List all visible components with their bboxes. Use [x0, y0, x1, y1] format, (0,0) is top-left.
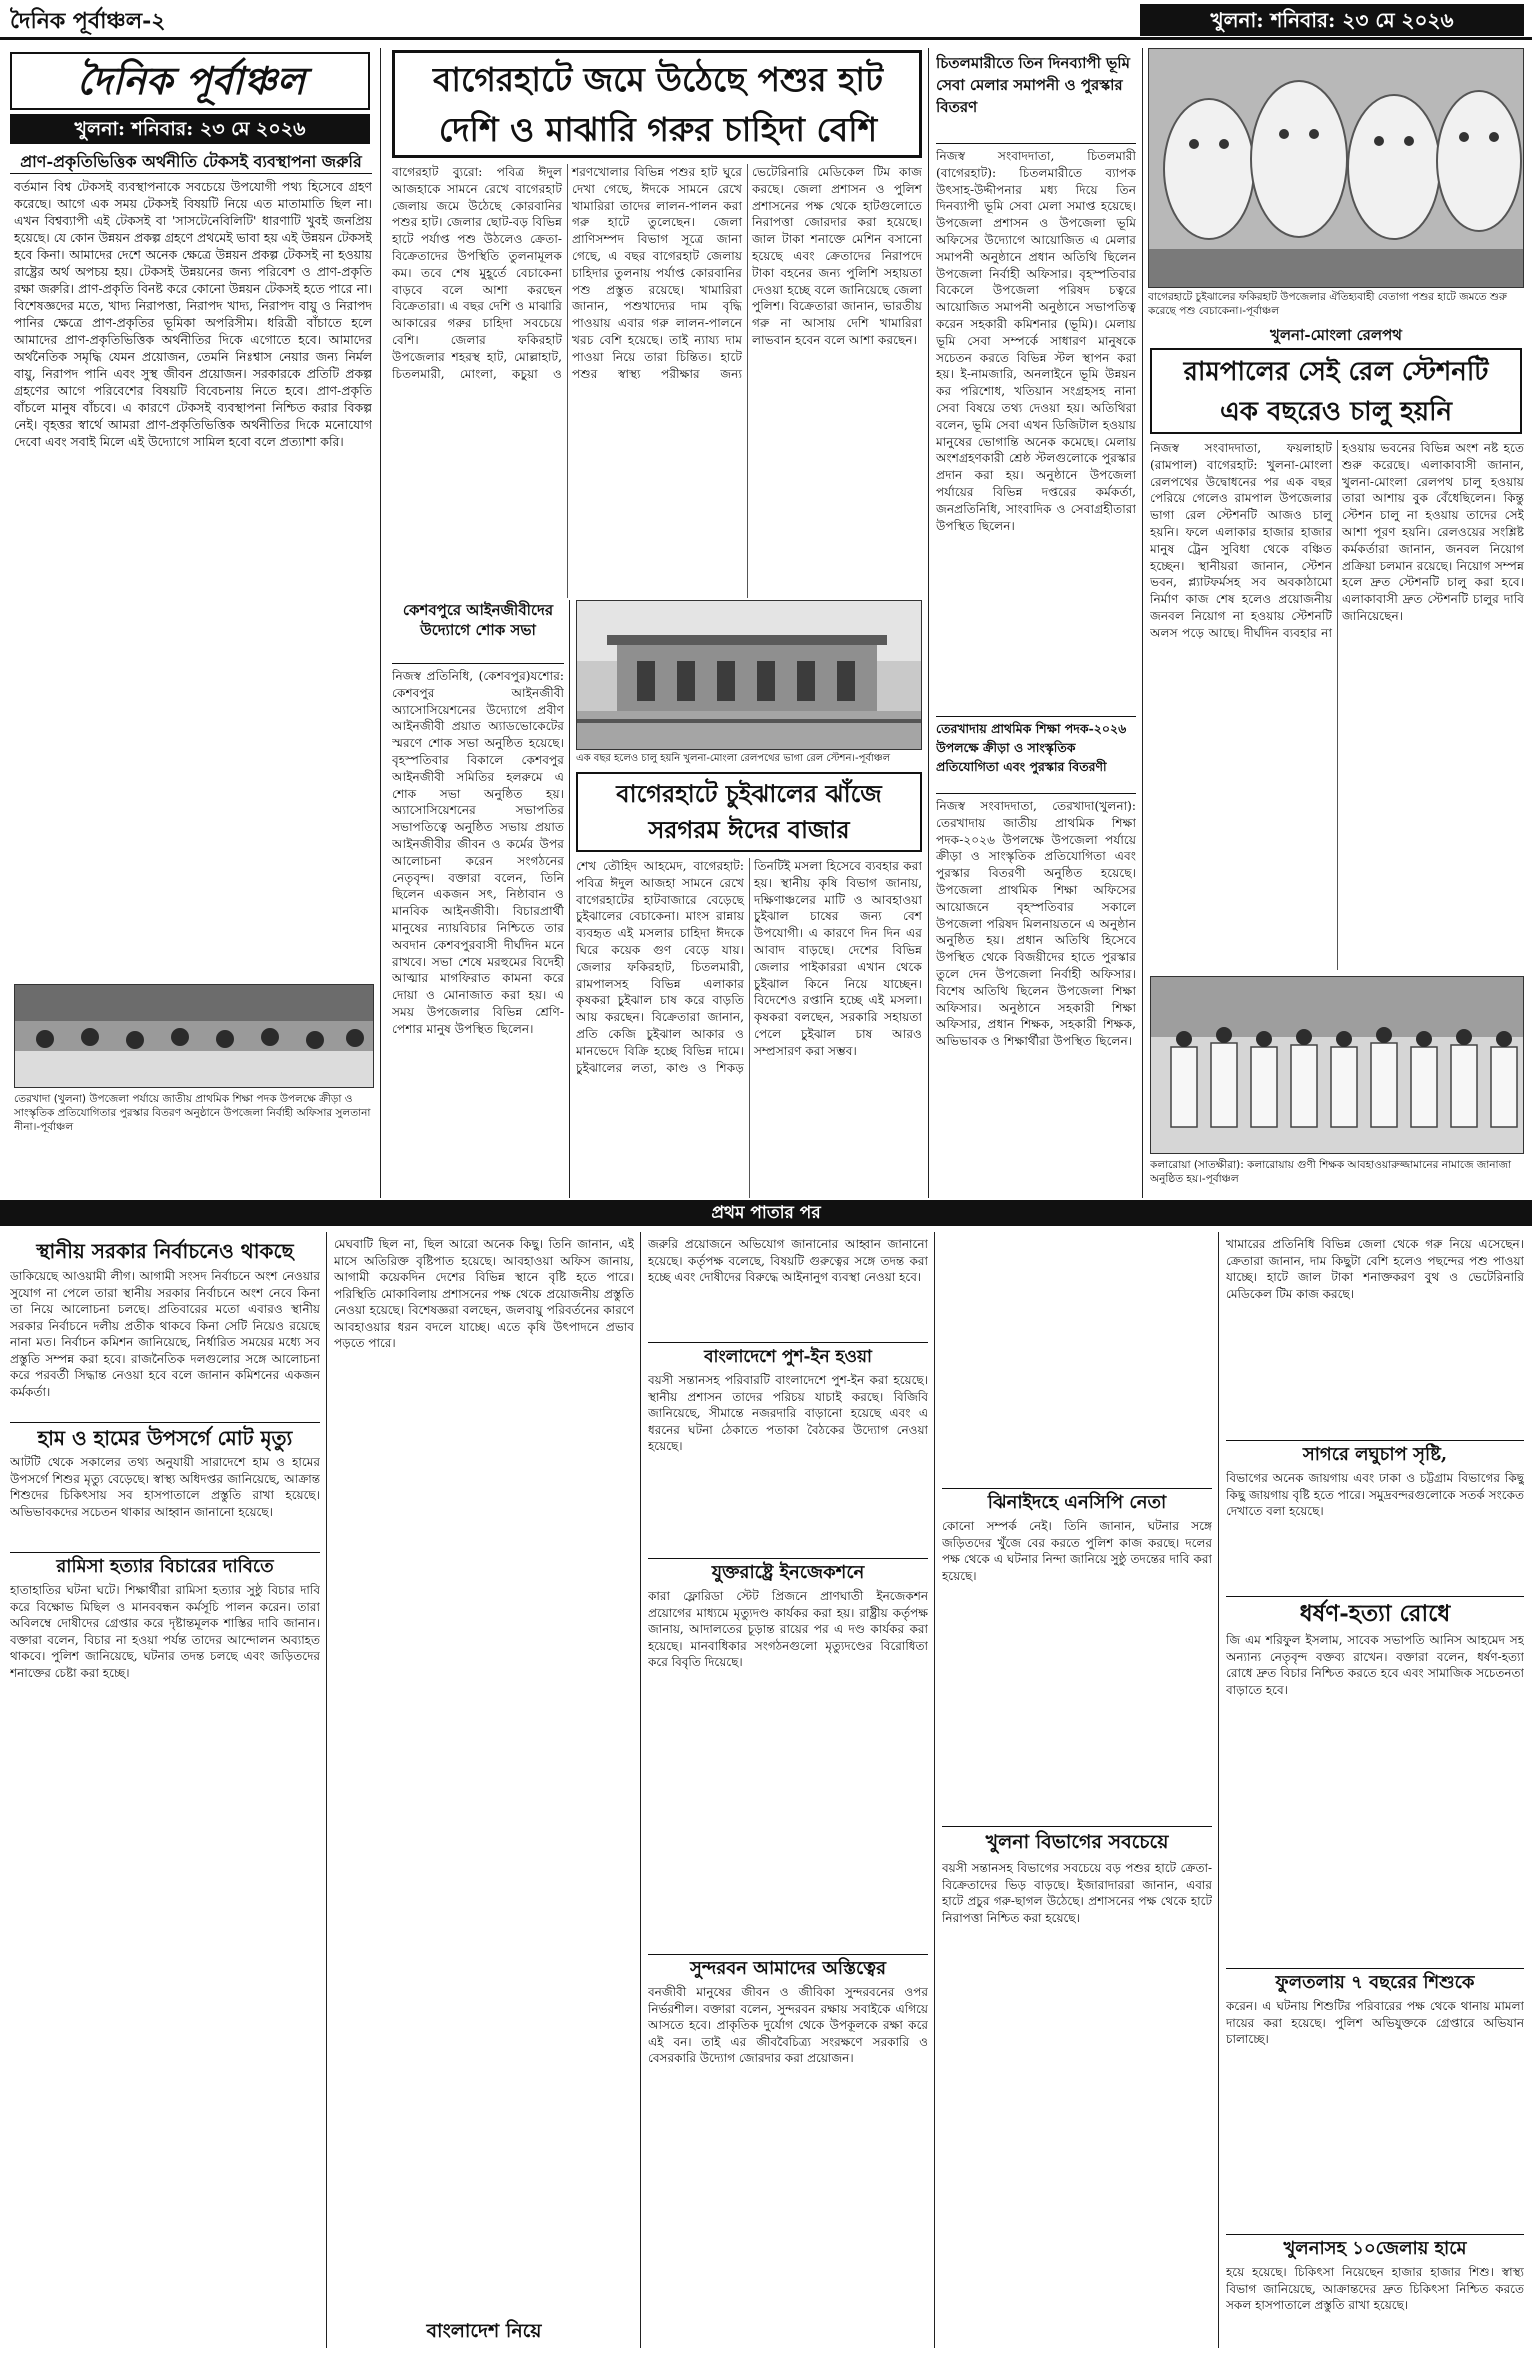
- weather-body: মেঘবাটি ছিল না, ছিল আরো অনেক কিছু। তিনি জানান, এই মাসে অতিরিক্ত বৃষ্টিপাত হয়েছে। আবহাওয়া অফিস জানায়, আগামী কয়েকদিন দেশের বিভিন্ন স্থানে বৃষ্টি হতে পারে। পরিস্থিতি মোকাবিলায় প্রশাসনের পক্ষ থেকে প্রয়োজনীয় প্রস্তুতি নেওয়া হয়েছে। বিশেষজ্ঞরা বলছেন, জলবায়ু পরিবর্তনের কারণে আবহাওয়ার ধরন বদলে যাচ্ছে। এতে কৃষি উৎপাদনে প্রভাব পড়তে পারে।: [334, 1237, 634, 1350]
- local-election-headline: স্থানীয় সরকার নির্বাচনেও থাকছে: [36, 1239, 294, 1263]
- sundarban-headline: সুন্দরবন আমাদের অস্তিত্বের: [648, 1954, 928, 1982]
- column-rule: [934, 1232, 935, 2348]
- editorial-title: প্রাণ-প্রকৃতিভিত্তিক অর্থনীতি টেকসই ব্যবস্থাপনা জরুরি: [10, 150, 372, 174]
- depression-headline: সাগরে লঘুচাপ সৃষ্টি,: [1226, 1440, 1524, 1468]
- measles-death-body: আটটি থেকে সকালের তথ্য অনুযায়ী সারাদেশে হাম ও হামের উপসর্গে শিশুর মৃত্যু বেড়েছে। স্বাস্থ্য অধিদপ্তর জানিয়েছে, আক্রান্ত শিশুদের চিকিৎসায় সব হাসপাতালে প্রস্তুতি রাখা হয়েছে। অভিভাবকদের সচেতন থাকার আহ্বান জানানো হয়েছে।: [10, 1455, 320, 1519]
- push-in-body: বয়সী সন্তানসহ পরিবারটি বাংলাদেশে পুশ-ইন করা হয়েছে। স্থানীয় প্রশাসন তাদের পরিচয় যাচাই করছে। বিজিবি জানিয়েছে, সীমান্তে নজরদারি বাড়ানো হয়েছে এবং এ ধরনের ঘটনা ঠেকাতে পতাকা বৈঠকের উদ্যোগ নেওয়া হয়েছে।: [648, 1373, 928, 1453]
- top-date: খুলনা: শনিবার: ২৩ মে ২০২৬: [1140, 4, 1524, 36]
- ramisa-headline: রামিসা হত্যার বিচারের দাবিতে: [10, 1552, 320, 1580]
- cattle-photo-caption: বাগেরহাটে চুইঝালের ফকিরহাট উপজেলার ঐতিহ্যবাহী বেতাগা পশুর হাটে জমতে শুরু করেছে পশু বেচাকেনা।-পূর্বাঞ্চল: [1148, 291, 1507, 317]
- rail-headline-box: [1150, 348, 1522, 434]
- column-rule: [1218, 1232, 1219, 2348]
- column-rule: [928, 48, 929, 1198]
- ncp-body: কোনো সম্পর্ক নেই। তিনি জানান, ঘটনার সঙ্গে জড়িতদের খুঁজে বের করতে পুলিশ কাজ করছে। দলের পক্ষ থেকে এ ঘটনার নিন্দা জানিয়ে সুষ্ঠু তদন্তের দাবি করা হয়েছে।: [942, 1519, 1212, 1583]
- station-photo: [576, 600, 922, 750]
- meeting-photo-illustration: [15, 985, 374, 1088]
- continued-banner: [0, 1200, 1532, 1226]
- column-rule: [569, 600, 570, 1198]
- column-rule: [640, 1232, 641, 2348]
- bhumi-body: নিজস্ব সংবাদদাতা, চিতলমারী (বাগেরহাট): চিতলমারীতে ব্যাপক উৎসাহ-উদ্দীপনার মধ্য দিয়ে তিন দিনব্যাপী ভূমি সেবা মেলা সমাপ্ত হয়েছে। উপজেলা প্রশাসন ও উপজেলা ভূমি অফিসের উদ্যোগে আয়োজিত এ মেলার সমাপনী অনুষ্ঠানে প্রধান অতিথি ছিলেন উপজেলা নির্বাহী অফিসার। বৃহস্পতিবার বিকেলে উপজেলা পরিষদ চত্বরে আয়োজিত সমাপনী অনুষ্ঠানে সভাপতিত্ব করেন সহকারী কমিশনার (ভূমি)। মেলায় ভূমি সেবা সম্পর্কে সাধারণ মানুষকে সচেতন করতে বিভিন্ন স্টল স্থাপন করা হয়। ই-নামজারি, অনলাইনে ভূমি উন্নয়ন কর পরিশোধ, খতিয়ান সংগ্রহসহ নানা সেবা বিষয়ে তথ্য দেওয়া হয়। অতিথিরা বলেন, ভূমি সেবা এখন ডিজিটাল হওয়ায় মানুষের ভোগান্তি অনেক কমেছে। মেলায় অংশগ্রহণকারী শ্রেষ্ঠ স্টলগুলোকে পুরস্কার প্রদান করা হয়। অনুষ্ঠানে উপজেলা পর্যায়ের বিভিন্ন দপ্তরের কর্মকর্তা, জনপ্রতিনিধি, সাংবাদিক ও সেবাগ্রহীতারা উপস্থিত ছিলেন।: [936, 149, 1136, 533]
- khulna-division-body: বয়সী সন্তানসহ বিভাগের সবচেয়ে বড় পশুর হাটে ক্রেতা-বিক্রেতাদের ভিড় বাড়ছে। ইজারাদাররা জানান, এবার হাটে প্রচুর গরু-ছাগল উঠেছে। প্রশাসনের পক্ষ থেকে হাটে নিরাপত্তা নিশ্চিত করা হয়েছে।: [942, 1861, 1212, 1925]
- measles-ten-districts-headline: খুলনাসহ ১০জেলায় হামে: [1226, 2234, 1524, 2262]
- eid-headline-box: [576, 772, 922, 852]
- editorial-photo: [14, 984, 374, 1088]
- column-rule: [326, 1232, 327, 2348]
- khulna-division-headline: খুলনা বিভাগের সবচেয়ে: [942, 1826, 1212, 1856]
- rail-headline-2: এক বছরেও চালু হয়নি: [1219, 397, 1453, 427]
- sundarban-body: বনজীবী মানুষের জীবন ও জীবিকা সুন্দরবনের ওপর নির্ভরশীল। বক্তারা বলেন, সুন্দরবন রক্ষায় সবাইকে এগিয়ে আসতে হবে। প্রাকৃতিক দুর্যোগ থেকে উপকূলকে রক্ষা করে এই বন। তাই এর জীববৈচিত্র্য সংরক্ষণে সরকারি ও বেসরকারি উদ্যোগ জোরদার করা প্রয়োজন।: [648, 1985, 928, 2065]
- usa-injection-body: কারা ফ্লোরিডা স্টেট প্রিজনে প্রাণঘাতী ইনজেকশন প্রয়োগের মাধ্যমে মৃত্যুদণ্ড কার্যকর করা হয়। রাষ্ট্রীয় কর্তৃপক্ষ জানায়, আদালতের চূড়ান্ত রায়ের পর এ দণ্ড কার্যকর করা হয়েছে। মানবাধিকার সংগঠনগুলো মৃত্যুদণ্ডের বিরোধিতা করে বিবৃতি দিয়েছে।: [648, 1589, 928, 1669]
- measles-death-headline: হাম ও হামের উপসর্গে মোট মৃত্যু: [10, 1422, 320, 1452]
- masthead-title: দৈনিক পূর্বাঞ্চল: [76, 58, 306, 103]
- depression-body: বিভাগের অনেক জায়গায় এবং ঢাকা ও চট্টগ্রাম বিভাগের কিছু কিছু জায়গায় বৃষ্টি হতে পারে। সমুদ্রবন্দরগুলোকে সতর্ক সংকেত দেখাতে বলা হয়েছে।: [1226, 1471, 1524, 1518]
- lead-headline-box: [392, 50, 922, 158]
- lead-body: বাগেরহাট ব্যুরো: পবিত্র ঈদুল আজহাকে সামনে রেখে বাগেরহাট জেলায় জমে উঠেছে কোরবানির পশুর হাট। জেলার ছোট-বড় বিভিন্ন হাটে পর্যাপ্ত পশু উঠলেও ক্রেতা-বিক্রেতাদের উপস্থিতি তুলনামূলক কম। তবে শেষ মুহূর্তে বেচাকেনা বাড়বে বলে আশা করছেন বিক্রেতারা। এ বছর দেশি ও মাঝারি আকারের গরুর চাহিদা সবচেয়ে বেশি। জেলার ফকিরহাট উপজেলার শহরস্থ হাট, মোল্লাহাট, চিতলমারী, মোংলা, কচুয়া ও শরণখোলার বিভিন্ন পশুর হাট ঘুরে দেখা গেছে, ঈদকে সামনে রেখে খামারিরা তাদের লালন-পালন করা গরু হাটে তুলেছেন। জেলা প্রাণিসম্পদ বিভাগ সূত্রে জানা গেছে, এ বছর বাগেরহাট জেলায় চাহিদার তুলনায় পর্যাপ্ত কোরবানির পশু প্রস্তুত রয়েছে। খামারিরা জানান, পশুখাদ্যের দাম বৃদ্ধি পাওয়ায় এবার গরু লালন-পালনে খরচ বেশি হয়েছে। তাই ন্যায্য দাম পাওয়া নিয়ে তারা চিন্তিত। হাটে পশুর স্বাস্থ্য পরীক্ষার জন্য ভেটেরিনারি মেডিকেল টিম কাজ করছে। জেলা প্রশাসন ও পুলিশ প্রশাসনের পক্ষ থেকে হাটগুলোতে নিরাপত্তা জোরদার করা হয়েছে। জাল টাকা শনাক্তে মেশিন বসানো হয়েছে এবং ক্রেতাদের নিরাপদে টাকা বহনের জন্য পুলিশি সহায়তা দেওয়া হচ্ছে বলে জানিয়েছে জেলা পুলিশ। বিক্রেতারা জানান, ভারতীয় গরু না আসায় দেশি খামারিরা লাভবান হবেন বলে আশা করছেন।: [392, 165, 922, 381]
- terkhada-headline: তেরখাদায় প্রাথমিক শিক্ষা পদক-২০২৬ উপলক্ষে ক্রীড়া ও সাংস্কৃতিক প্রতিযোগিতা এবং পুরস্কার বিতরণী: [936, 716, 1136, 794]
- editorial-date: খুলনা: শনিবার: ২৩ মে ২০২৬: [10, 114, 370, 144]
- fultala-headline: ফুলতলায় ৭ বছরের শিশুকে: [1226, 1968, 1524, 1996]
- editorial-body: বর্তমান বিশ্ব টেকসই ব্যবস্থাপনাকে সবচেয়ে উপযোগী পথ্য হিসেবে গ্রহণ করেছে। আগে এক সময় টেকসই বিষয়টি নিয়ে এত মাতামাতি ছিল না। এখন বিশ্বব্যাপী এই টেকসই বা 'সাসটেনেবিলিটি' ধারণাটি খুবই জনপ্রিয় হয়েছে। যে কোন উন্নয়ন প্রকল্প গ্রহণে প্রথমেই ভাবা হয় এই উন্নয়ন টেকসই হবে কিনা। আমাদের দেশে অনেক ক্ষেত্রে উন্নয়ন প্রকল্প টেকসই না হওয়ায় রাষ্ট্রের অর্থ অপচয় হয়। টেকসই উন্নয়নের জন্য পরিবেশ ও প্রাণ-প্রকৃতি রক্ষা জরুরি। প্রাণ-প্রকৃতি বিনষ্ট করে কোনো উন্নয়ন টেকসই হতে পারে না। বিশেষজ্ঞদের মতে, খাদ্য নিরাপত্তা, নিরাপদ খাদ্য, নিরাপদ বায়ু ও নিরাপদ পানির ক্ষেত্রে প্রাণ-প্রকৃতির ভূমিকা অপরিসীম। ধরিত্রী বাঁচাতে হলে আমাদের প্রাণ-প্রকৃতিভিত্তিক অর্থনীতির দিকে এগোতে হবে। আমাদের অর্থনৈতিক সমৃদ্ধি যেমন প্রয়োজন, তেমনি নিঃশ্বাস নেয়ার জন্য নির্মল বায়ু, নিরাপদ পানি এবং সুস্থ জীবন প্রয়োজন। সরকারকে প্রতিটি প্রকল্প গ্রহণের আগে পরিবেশের বিষয়টি বিবেচনায় নিতে হবে। প্রাণ-প্রকৃতি বাঁচলে মানুষ বাঁচবে। এ কারণে টেকসই ব্যবস্থাপনা নিশ্চিত করার বিকল্প নেই। বৃহত্তর স্বার্থে আমরা প্রাণ-প্রকৃতিভিত্তিক অর্থনীতির দিকে মনোযোগ দেবো এবং সবাই মিলে এই উদ্যোগে সামিল হবো বলে প্রত্যাশা করি।: [14, 179, 372, 449]
- funeral-illustration: [1151, 977, 1524, 1154]
- eid-headline-2: সরগরম ঈদের বাজার: [648, 815, 850, 844]
- mourning-headline: কেশবপুরে আইনজীবীদের উদ্যোগে শোক সভা: [392, 600, 564, 664]
- column-rule: [380, 48, 381, 1198]
- lead-headline-2: দেশি ও মাঝারি গরুর চাহিদা বেশি: [438, 110, 878, 149]
- column-rule: [1142, 48, 1143, 1198]
- cattle-photo: [1148, 48, 1524, 288]
- local-election-body: ডাকিয়েছে আওয়ামী লীগ। আগামী সংসদ নির্বাচনে অংশ নেওয়ার সুযোগ না পেলে তারা স্থানীয় সরকার নির্বাচনে অংশ নেবে কিনা তা নিয়ে আলোচনা চলছে। প্রতিবারের মতো এবারও স্থানীয় সরকার নির্বাচনে দলীয় প্রতীক থাকবে কিনা সেটি নিয়েও রয়েছে নানা মত। নির্বাচন কমিশন জানিয়েছে, নির্ধারিত সময়ের মধ্যে সব প্রস্তুতি সম্পন্ন করা হবে। রাজনৈতিক দলগুলোর সঙ্গে আলোচনা করে পরবর্তী সিদ্ধান্ত নেওয়া হবে বলে জানান কমিশনের একজন কর্মকর্তা।: [10, 1269, 320, 1399]
- eid-headline-1: বাগেরহাটে চুইঝালের ঝাঁজে: [616, 779, 882, 808]
- rail-body: নিজস্ব সংবাদদাতা, ফয়লাহাট (রামপাল) বাগেরহাট: খুলনা-মোংলা রেলপথের উদ্বোধনের পর এক বছর পেরিয়ে গেলেও রামপাল উপজেলার ভাগা রেল স্টেশনটি আজও চালু হয়নি। ফলে এলাকার হাজার হাজার মানুষ ট্রেন সুবিধা থেকে বঞ্চিত হচ্ছেন। স্থানীয়রা জানান, স্টেশন ভবন, প্ল্যাটফর্মসহ সব অবকাঠামো নির্মাণ কাজ শেষ হলেও প্রয়োজনীয় জনবল নিয়োগ না হওয়ায় স্টেশনটি অলস পড়ে আছে। দীর্ঘদিন ব্যবহার না হওয়ায় ভবনের বিভিন্ন অংশ নষ্ট হতে শুরু করেছে। এলাকাবাসী জানান, খুলনা-মোংলা রেলপথ চালু হওয়ায় তারা আশায় বুক বেঁধেছিলেন। কিন্তু স্টেশন চালু না হওয়ায় তাদের সেই আশা পূরণ হয়নি। রেলওয়ের সংশ্লিষ্ট কর্মকর্তারা জানান, জনবল নিয়োগ প্রক্রিয়া চলমান রয়েছে। নিয়োগ সম্পন্ন হলে দ্রুত স্টেশনটি চালু করা হবে। এলাকাবাসী দ্রুত স্টেশনটি চালুর দাবি জানিয়েছেন।: [1150, 441, 1524, 640]
- push-in-headline: বাংলাদেশে পুশ-ইন হওয়া: [648, 1342, 928, 1370]
- top-bar: [0, 0, 1532, 40]
- inquiry-body: জরুরি প্রয়োজনে অভিযোগ জানানোর আহ্বান জানানো হয়েছে। কর্তৃপক্ষ বলেছে, বিষয়টি গুরুত্বের সঙ্গে তদন্ত করা হচ্ছে এবং দোষীদের বিরুদ্ধে আইনানুগ ব্যবস্থা নেওয়া হবে।: [648, 1237, 928, 1284]
- eid-body: শেখ তৌহিদ আহমেদ, বাগেরহাট: পবিত্র ঈদুল আজহা সামনে রেখে বাগেরহাটের হাটবাজারে বেড়েছে চুইঝালের বেচাকেনা। মাংস রান্নায় ব্যবহৃত এই মসলার চাহিদা ঈদকে ঘিরে কয়েক গুণ বেড়ে যায়। জেলার ফকিরহাট, চিতলমারী, রামপালসহ বিভিন্ন এলাকার কৃষকরা চুইঝাল চাষ করে বাড়তি আয় করছেন। বিক্রেতারা জানান, প্রতি কেজি চুইঝাল আকার ও মানভেদে বিক্রি হচ্ছে বিভিন্ন দামে। চুইঝালের লতা, কাণ্ড ও শিকড় তিনটিই মসলা হিসেবে ব্যবহার করা হয়। স্থানীয় কৃষি বিভাগ জানায়, দক্ষিণাঞ্চলের মাটি ও আবহাওয়া চুইঝাল চাষের জন্য বেশ উপযোগী। এ কারণে দিন দিন এর আবাদ বাড়ছে। দেশের বিভিন্ন জেলার পাইকাররা এখান থেকে চুইঝাল কিনে নিয়ে যাচ্ছেন। বিদেশেও রপ্তানি হচ্ছে এই মসলা। কৃষকরা বলছেন, সরকারি সহায়তা পেলে চুইঝাল চাষ আরও সম্প্রসারণ করা সম্ভব।: [576, 859, 922, 1075]
- fultala-body: করেন। এ ঘটনায় শিশুটির পরিবারের পক্ষ থেকে থানায় মামলা দায়ের করা হয়েছে। পুলিশ অভিযুক্তকে গ্রেপ্তারে অভিযান চালাচ্ছে।: [1226, 1999, 1524, 2046]
- rail-headline-1: রামপালের সেই রেল স্টেশনটি: [1183, 357, 1489, 387]
- ramisa-body: হাতাহাতির ঘটনা ঘটে। শিক্ষার্থীরা রামিসা হত্যার সুষ্ঠু বিচার দাবি করে বিক্ষোভ মিছিল ও মানববন্ধন কর্মসূচি পালন করেন। তারা অবিলম্বে দোষীদের গ্রেপ্তার করে দৃষ্টান্তমূলক শাস্তির দাবি জানান। বক্তারা বলেন, বিচার না হওয়া পর্যন্ত তাদের আন্দোলন অব্যাহত থাকবে। পুলিশ জানিয়েছে, ঘটনার তদন্ত চলছে এবং জড়িতদের শনাক্তের চেষ্টা করা হচ্ছে।: [10, 1583, 320, 1680]
- ncp-headline: ঝিনাইদহে এনসিপি নেতা: [942, 1488, 1212, 1516]
- rail-kicker: খুলনা-মোংলা রেলপথ: [1270, 326, 1402, 344]
- funeral-photo-caption: কলারোয়া (সাতক্ষীরা): কলারোয়ায় গুণী শিক্ষক আবহাওয়ারুজ্জামানের নামাজে জানাজা অনুষ্ঠিত হয়।-পূর্বাঞ্চল: [1150, 1159, 1512, 1185]
- bangladesh-continued-headline: বাংলাদেশ নিয়ে: [426, 2320, 542, 2342]
- station-photo-caption: এক বছর হলেও চালু হয়নি খুলনা-মোংলা রেলপথের ভাগা রেল স্টেশন।-পূর্বাঞ্চল: [576, 753, 891, 764]
- cattle-market-body: খামারের প্রতিনিধি বিভিন্ন জেলা থেকে গরু নিয়ে এসেছেন। ক্রেতারা জানান, দাম কিছুটা বেশি হলেও পছন্দের পশু পাওয়া যাচ্ছে। হাটে জাল টাকা শনাক্তকরণ বুথ ও ভেটেরিনারি মেডিকেল টিম কাজ করছে।: [1226, 1237, 1524, 1301]
- funeral-photo: [1150, 976, 1524, 1154]
- terkhada-body: নিজস্ব সংবাদদাতা, তেরখাদা(খুলনা): তেরখাদায় জাতীয় প্রাথমিক শিক্ষা পদক-২০২৬ উপলক্ষে উপজেলা পর্যায়ে ক্রীড়া ও সাংস্কৃতিক প্রতিযোগিতা এবং পুরস্কার বিতরণী অনুষ্ঠিত হয়েছে। উপজেলা প্রাথমিক শিক্ষা অফিসের আয়োজনে বৃহস্পতিবার সকালে উপজেলা পরিষদ মিলনায়তনে এ অনুষ্ঠান অনুষ্ঠিত হয়। প্রধান অতিথি হিসেবে উপস্থিত থেকে বিজয়ীদের হাতে পুরস্কার তুলে দেন উপজেলা নির্বাহী অফিসার। বিশেষ অতিথি ছিলেন উপজেলা শিক্ষা অফিসার। অনুষ্ঠানে সহকারী শিক্ষা অফিসার, প্রধান শিক্ষক, সহকারী শিক্ষক, অভিভাবক ও শিক্ষার্থীরা উপস্থিত ছিলেন।: [936, 799, 1136, 1049]
- rape-murder-body: জি এম শরিফুল ইসলাম, সাবেক সভাপতি আনিস আহমেদ সহ অন্যান্য নেতৃবৃন্দ বক্তব্য রাখেন। বক্তারা বলেন, ধর্ষণ-হত্যা রোধে দ্রুত বিচার নিশ্চিত করতে হবে এবং সামাজিক সচেতনতা বাড়াতে হবে।: [1226, 1633, 1524, 1697]
- continued-banner-text: প্রথম পাতার পর: [711, 1203, 821, 1223]
- measles-ten-districts-body: হয়ে হয়েছে। চিকিৎসা নিয়েছেন হাজার হাজার শিশু। স্বাস্থ্য বিভাগ জানিয়েছে, আক্রান্তদের দ্রুত চিকিৎসা নিশ্চিত করতে সকল হাসপাতালে প্রস্তুতি রাখা হয়েছে।: [1226, 2265, 1524, 2312]
- rail-station-illustration: [577, 601, 922, 750]
- cattle-illustration: [1149, 49, 1524, 288]
- rape-murder-headline: ধর্ষণ-হত্যা রোধে: [1226, 1596, 1524, 1630]
- usa-injection-headline: যুক্তরাষ্ট্রে ইনজেকশনে: [648, 1558, 928, 1586]
- masthead: [10, 52, 370, 110]
- lead-headline-1: বাগেরহাটে জমে উঠেছে পশুর হাট: [433, 60, 883, 99]
- mourning-body: নিজস্ব প্রতিনিধি, (কেশবপুর)যশোর: কেশবপুর আইনজীবী অ্যাসোসিয়েশনের উদ্যোগে প্রবীণ আইনজীবী প্রয়াত অ্যাডভোকেটের স্মরণে শোক সভা অনুষ্ঠিত হয়েছে। বৃহস্পতিবার বিকালে কেশবপুর আইনজীবী সমিতির হলরুমে এ শোক সভা অনুষ্ঠিত হয়। অ্যাসোসিয়েশনের সভাপতির সভাপতিত্বে অনুষ্ঠিত সভায় প্রয়াত আইনজীবীর জীবন ও কর্মের উপর আলোচনা করেন সংগঠনের নেতৃবৃন্দ। বক্তারা বলেন, তিনি ছিলেন একজন সৎ, নিষ্ঠাবান ও মানবিক আইনজীবী। বিচারপ্রার্থী মানুষের ন্যায়বিচার নিশ্চিতে তার অবদান কেশবপুরবাসী দীর্ঘদিন মনে রাখবে। সভা শেষে মরহুমের বিদেহী আত্মার মাগফিরাত কামনা করে দোয়া ও মোনাজাত করা হয়। এ সময় উপজেলার বিভিন্ন শ্রেণি-পেশার মানুষ উপস্থিত ছিলেন।: [392, 669, 564, 1036]
- page-folio: দৈনিক পূর্বাঞ্চল-২: [10, 8, 166, 34]
- editorial-photo-caption: তেরখাদা (খুলনা) উপজেলা পর্যায়ে জাতীয় প্রাথমিক শিক্ষা পদক উপলক্ষে ক্রীড়া ও সাংস্কৃতিক প্রতিযোগিতার পুরস্কার বিতরণ অনুষ্ঠানে উপজেলা নির্বাহী অফিসার সুলতানা নীনা।-পূর্বাঞ্চল: [14, 1093, 371, 1133]
- bhumi-headline: চিতলমারীতে তিন দিনব্যাপী ভূমি সেবা মেলার সমাপনী ও পুরস্কার বিতরণ: [936, 52, 1136, 144]
